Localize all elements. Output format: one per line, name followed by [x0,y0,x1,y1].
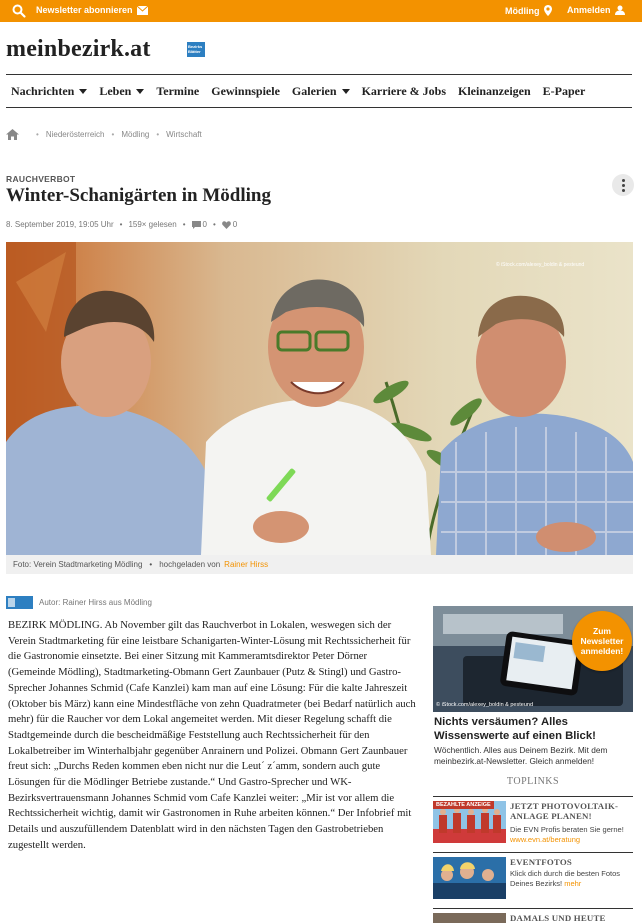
nav-item-galerien[interactable]: Galerien [292,84,350,99]
breadcrumb-item-wirtschaft[interactable]: Wirtschaft [166,130,202,139]
heart-icon[interactable] [222,221,231,229]
toplink-item[interactable] [433,908,633,923]
dot-icon [622,179,625,182]
uploader-link[interactable]: Rainer Hirss [224,560,269,569]
caret-down-icon [79,89,87,94]
eventfotos-thumbnail [433,857,506,899]
map-pin-icon [544,5,552,16]
article-title: Winter-Schanigärten in Mödling [6,185,271,206]
toplink-item[interactable] [433,796,633,848]
location-selector[interactable] [505,5,552,16]
like-count[interactable]: 0 [232,220,238,229]
bezirksblaetter-logo-badge: Bezirks Blätter [187,42,205,57]
ad-headline[interactable]: Nichts versäumen? Alles Wissenswerte auf einen Blick! [434,716,596,742]
comment-icon[interactable] [192,221,201,229]
newsletter-label: Newsletter abonnieren [36,5,133,15]
toplink-thumbnail[interactable] [433,857,506,899]
home-icon[interactable] [6,129,19,140]
meta-separator: • [212,220,216,229]
search-icon[interactable] [12,4,26,18]
newsletter-signup-badge[interactable]: Zum Newsletter anmelden! [572,611,632,671]
breadcrumb-separator: • [111,130,115,139]
toplink-title[interactable]: JETZT PHOTOVOLTAIK-ANLAGE PLANEN! [510,801,619,821]
nav-item-kleinanzeigen[interactable]: Kleinanzeigen [457,83,531,98]
article-meta [6,220,237,229]
toplink-thumbnail[interactable] [433,913,506,923]
author-line [6,596,152,609]
dot-icon [622,189,625,192]
toplinks-heading: TOPLINKS [506,776,560,787]
author-avatar[interactable] [6,596,33,609]
breadcrumb-separator: • [156,130,160,139]
caret-down-icon [342,89,350,94]
login-link[interactable] [567,5,625,15]
breadcrumb-separator: • [36,130,39,139]
article-body: BEZIRK MÖDLING. Ab November gilt das Rauchverbot in Lokalen, weswegen sich der Verein Stadtmarketing für eine leistbare Schanigarten-Winter-Lösung mit Rechtssicherheit für die Gastronomie einsetzte. Bei einer Sitzung mit Kammeramtsdirektor Peter Dörner (Gemeinde Mödling), Stadtmarketing-Obmann Gert Zaunbauer (Putz & Stingl) und Gastro-Sprecher Johannes Schmid (Cafe Kanzlei) kam man auf eine Lösung: Für die kalte Jahreszeit (Oktober bis März) kann eine Mindestfläche von zehn Quadratmeter (bei Bedarf natürlich auch mehr) für die Raucher vor dem Lokal angemeitet werden. Mit dieser Regelung schafft die Stadtgemeinde durch die bescheidmäßige Feststellung auch Rechtssicherheit für den Lokalbetreiber im Winterhalbjahr gegenüber Anrainern und Polizei. Obmann Gert Zaunbauer freut sich: „Durchs Reden kommen eben nicht nur die Leut´ z´amm, sondern auch gute Lösungen für die Mödlinger Betriebe zustande.“ Und Gastro-Sprecher und WK-Bezirksvertrauensmann Johannes Schmid vom Cafe Kanzlei weiter: „Mir ist vor allem die Rechtssicherheit wichtig, damit wir Gastronomen in Ruhe arbeiten können.“ Der Infobrief mit Details und auszufüllendem Datenblatt wird in den nächsten Tagen den Gastrobetrieben zugestellt werden. [8,619,416,851]
comment-count[interactable]: 0 [202,220,207,229]
newsletter-link[interactable] [36,5,148,15]
author-name[interactable]: Autor: Rainer Hirss aus Mödling [39,598,152,607]
article-date: 8. September 2019, 19:05 Uhr [6,220,114,229]
nav-item-leben[interactable]: Leben [99,84,144,99]
site-logo[interactable]: meinbezirk.at [6,36,151,62]
caption-separator: • [149,560,153,569]
toplink-item[interactable] [433,852,633,906]
top-bar [0,0,642,22]
toplink-description: Klick dich durch die besten Fotos Deines Bezirks! mehr [510,869,621,888]
ad-photo-credit: © iStock.com/alexey_boldin & pesteund [436,702,533,708]
article-kicker: RAUCHVERBOT [6,174,76,184]
nav-item-gewinnspiele[interactable]: Gewinnspiele [211,83,280,98]
toplink-title[interactable]: EVENTFOTOS [510,857,572,867]
user-icon [615,5,625,15]
uploaded-by-label: hochgeladen von [159,560,221,569]
toplink-title[interactable]: DAMALS UND HEUTE [510,913,606,923]
location-label: Mödling [505,5,540,16]
photo-watermark: © iStock.com/alexey_boldin & pesteund [496,262,585,268]
login-label: Anmelden [567,5,611,15]
breadcrumb-item-niederoesterreich[interactable]: Niederösterreich [45,130,105,139]
meta-separator: • [182,220,186,229]
ad-text: Wöchentlich. Alles aus Deinem Bezirk. Mit dem meinbezirk.at-Newsletter. Gleich anmelden! [434,745,608,766]
photo-caption [6,555,633,574]
toplink-link[interactable]: www.evn.at/beratung [510,834,581,844]
photo-three-men-illustration [6,242,633,555]
breadcrumb-item-moedling[interactable]: Mödling [121,130,150,139]
article-photo[interactable] [6,242,633,555]
main-navigation [6,74,632,108]
toplink-more-link[interactable]: mehr [564,878,582,888]
nav-item-nachrichten[interactable]: Nachrichten [11,84,87,99]
more-options-button[interactable] [612,174,634,196]
nav-item-e-paper[interactable]: E-Paper [542,83,586,98]
caret-down-icon [136,89,144,94]
nav-item-termine[interactable]: Termine [156,83,200,98]
breadcrumb [6,129,202,140]
photo-credit: Foto: Verein Stadtmarketing Mödling [13,560,143,569]
mail-icon [137,6,148,15]
article-views: 159× gelesen [128,220,177,229]
nav-item-karriere-jobs[interactable]: Karriere & Jobs [361,83,446,98]
toplink-description: Die EVN Profis beraten Sie gerne! www.evn.at/beratung [510,825,624,844]
dot-icon [622,184,625,187]
meta-separator: • [119,220,123,229]
paid-ad-tag: BEZAHLTE ANZEIGE [433,801,494,809]
